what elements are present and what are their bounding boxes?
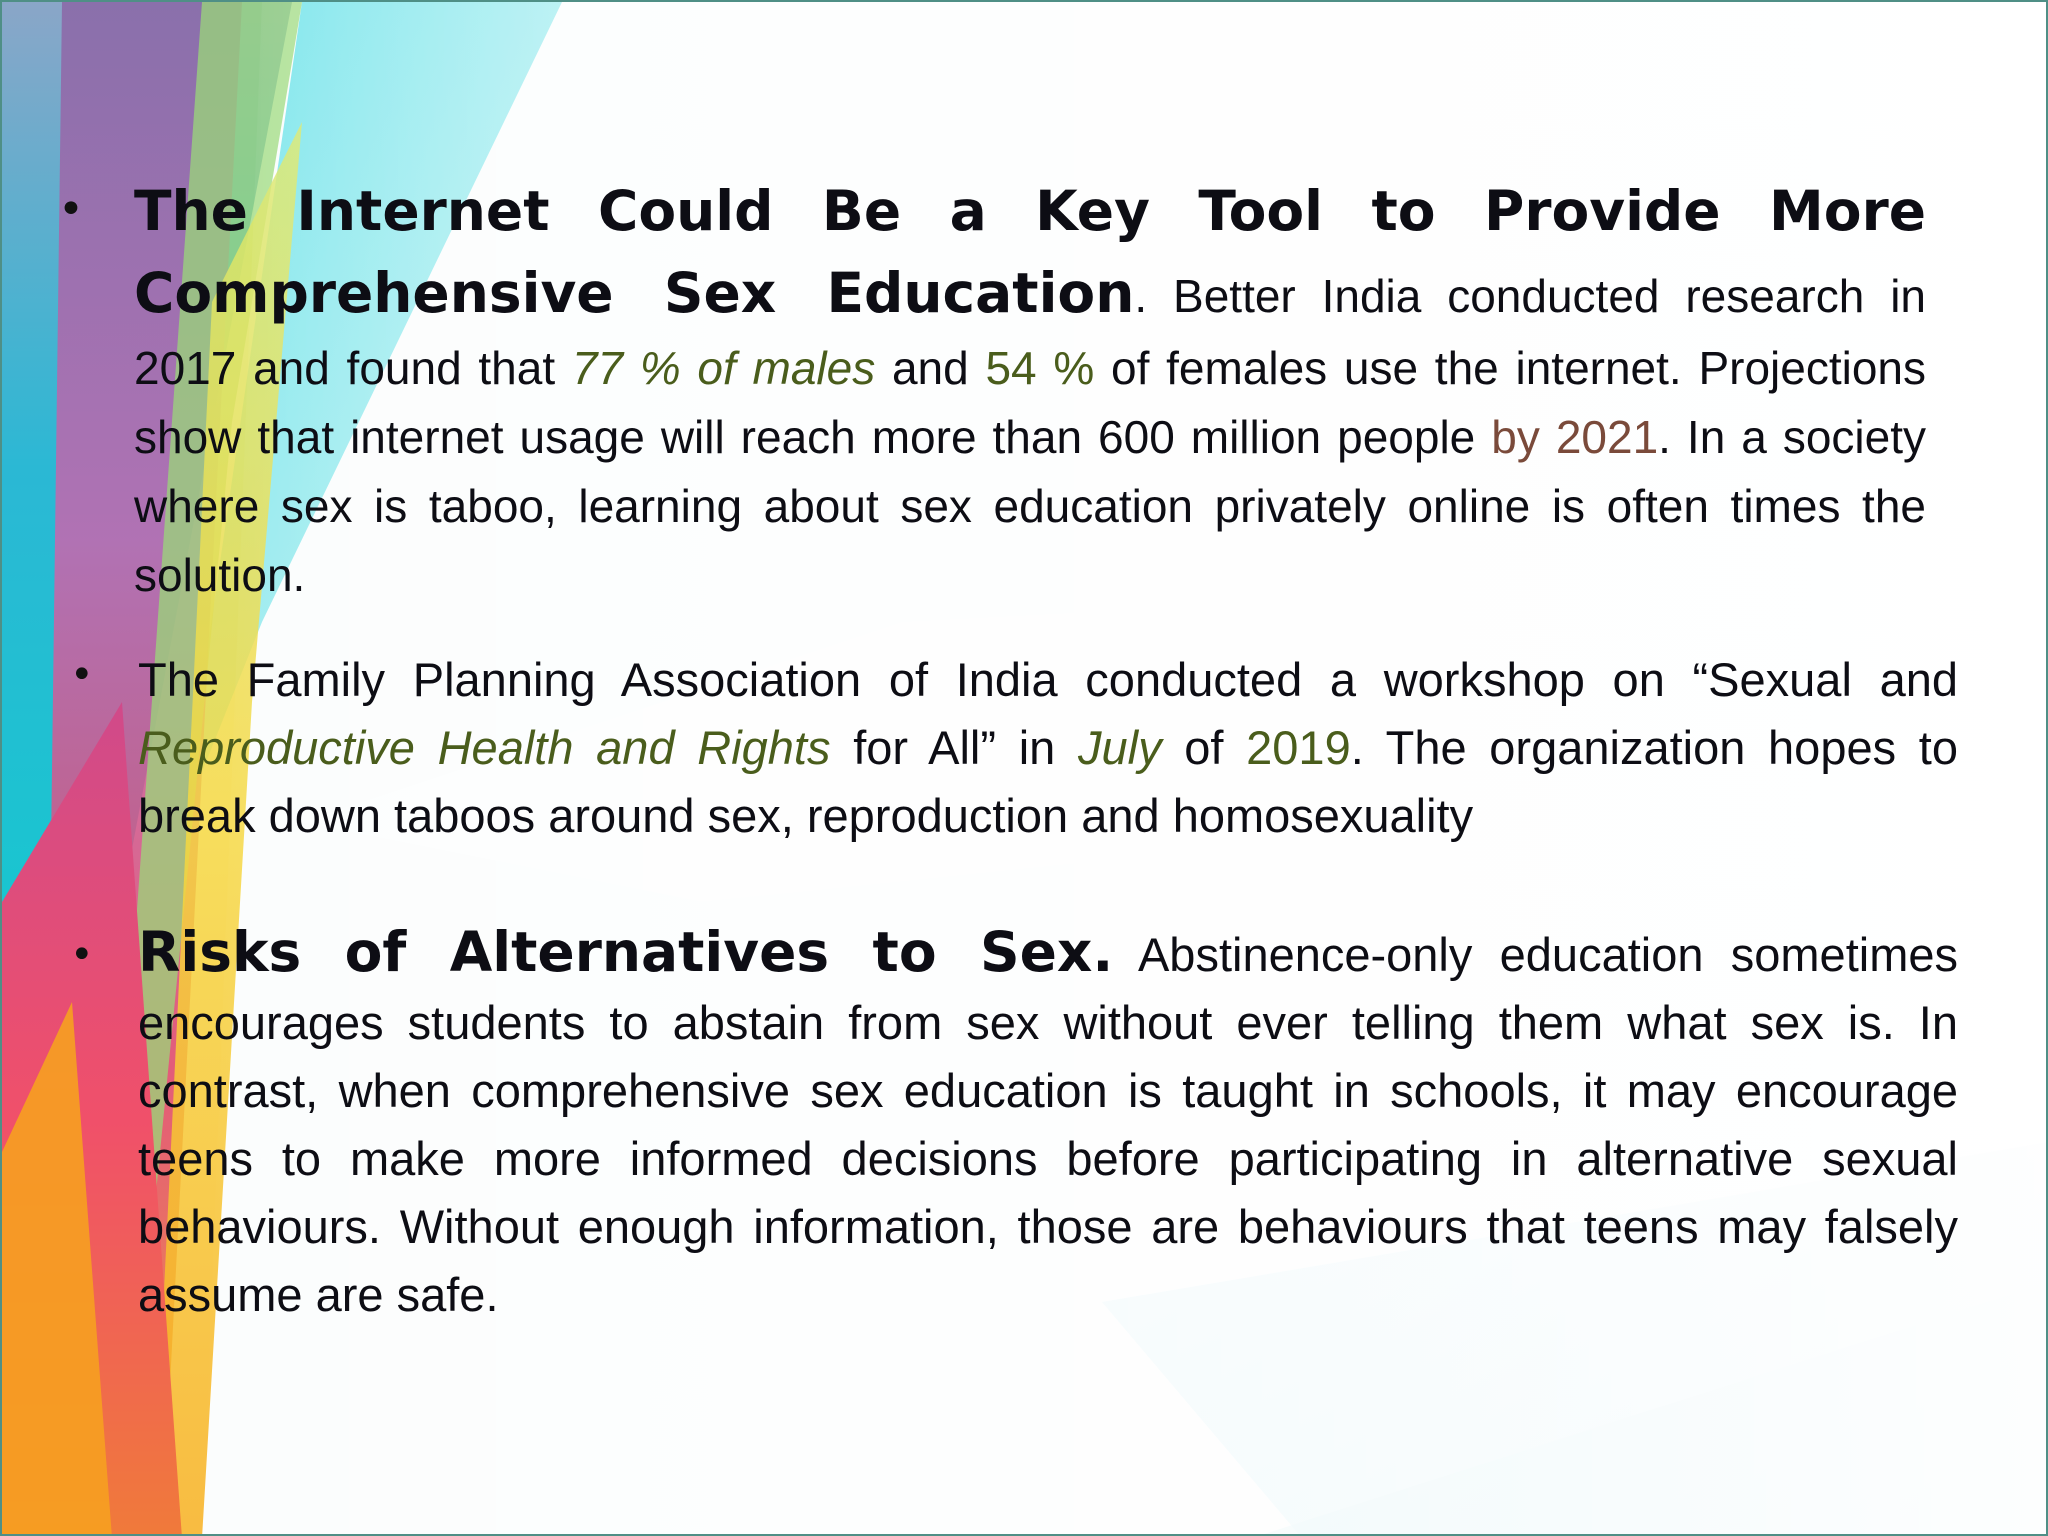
bullet-paragraph xyxy=(138,646,1958,850)
workshop-year: 2019 xyxy=(1246,721,1351,774)
body-text: The Family Planning Association of India conducted a workshop on “Sexual and xyxy=(138,653,1958,706)
body-text: Abstinence-only education sometimes encourages students to abstain from sex without ever telling them what sex is. In contrast, when comprehensive sex education is taught in schools, it may encourage teens to make more informed decisions before participating in alternative sexual behaviours. Without enough information, those are behaviours that teens may falsely assume are safe. xyxy=(138,928,1958,1321)
body-text: of females use the internet. Projections show that internet usage will reach more than 600 million people xyxy=(134,342,1926,463)
bullet-marker: • xyxy=(58,184,84,235)
males-statistic: 77 % of males xyxy=(571,342,876,394)
bullet-marker: • xyxy=(70,652,94,698)
bullet-paragraph xyxy=(134,170,1926,610)
body-text: . In a society where sex is taboo, learning about sex education privately online is often times the solution. xyxy=(134,411,1927,601)
workshop-month: July xyxy=(1077,721,1162,774)
bullet-marker: • xyxy=(70,932,94,978)
body-text: and xyxy=(875,342,986,394)
bullet-internet-sex-education xyxy=(58,170,1927,610)
body-text: . The organization hopes to break down taboos around sex, reproduction and homosexuality xyxy=(138,721,1958,842)
females-statistic: 54 % xyxy=(985,342,1095,394)
bullet-paragraph xyxy=(138,918,1958,1329)
bullet-risks-of-alternatives xyxy=(70,918,1958,1329)
bullet-heading: The Internet Could Be a Key Tool to Provide More Comprehensive Sex Education xyxy=(134,179,1926,325)
projection-year: by 2021 xyxy=(1491,411,1659,463)
slide-content xyxy=(2,2,2048,1536)
workshop-topic: Reproductive Health and Rights xyxy=(138,721,831,774)
heading-period: . xyxy=(1134,270,1148,322)
bullet-heading: Risks of Alternatives to Sex. xyxy=(138,920,1114,984)
body-text: Better India conducted research in 2017 and found that xyxy=(134,270,1926,394)
body-text: for All” in xyxy=(830,721,1078,774)
bullet-family-planning-workshop xyxy=(70,646,1958,850)
body-text: of xyxy=(1161,721,1247,774)
